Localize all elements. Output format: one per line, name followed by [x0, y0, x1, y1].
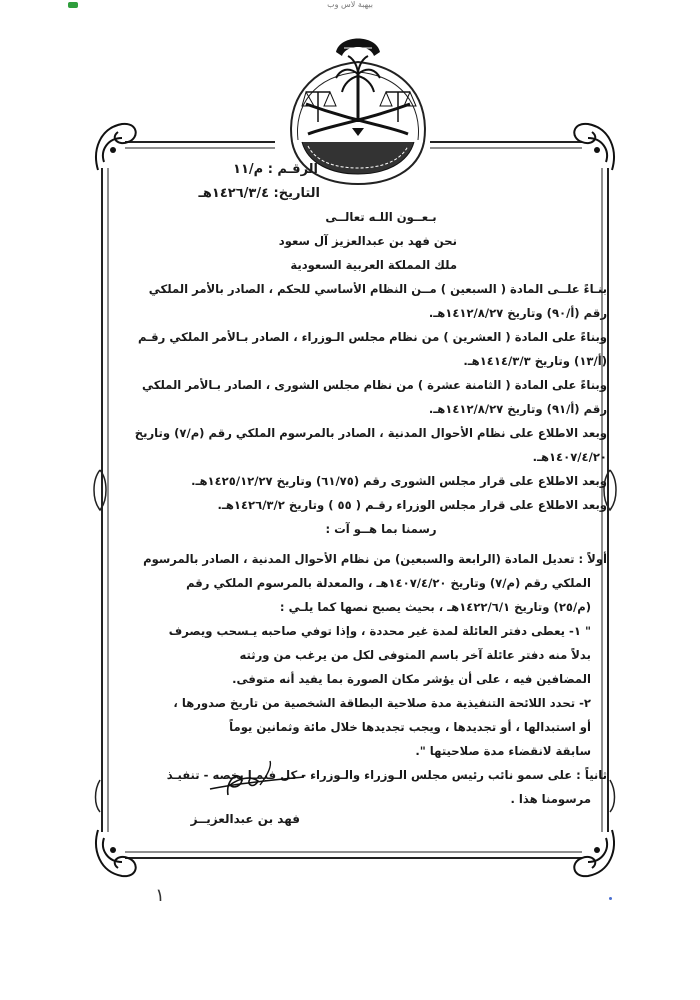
body-line: وبعد الاطلاع على نظام الأحوال المدنية ، الصادر بالمرسوم الملكي رقم (م/٧) وتاريخ	[134, 426, 607, 440]
quoted-clause: ٢- تحدد اللائحة التنفيذية مدة صلاحية البطاقة الشخصية من تاريخ صدورها ،	[173, 696, 591, 710]
opening-invocation: بـعــون اللـه تعالــى	[325, 210, 437, 224]
body-line: (أ/١٣) وتاريخ ١٤١٤/٣/٣هـ.	[463, 354, 607, 368]
quoted-clause: بدلاً منه دفتر عائلة آخر باسم المتوفى لكل من يرغب من ورثته	[239, 648, 591, 662]
quoted-clause: سابقة لانقضاء مدة صلاحيتها ".	[415, 744, 591, 758]
body-line: وبعد الاطلاع على قرار مجلس الشورى رقم (٦١/٧٥) وتاريخ ١٤٢٥/١٢/٢٧هـ.	[191, 474, 607, 488]
decree-body	[95, 205, 607, 811]
handwritten-signature	[200, 755, 310, 805]
body-line: بنـاءً علــى المادة ( السبعين ) مــن النظام الأساسي للحكم ، الصادر بالأمر الملكي	[148, 282, 607, 296]
issuer-name: نحن فهد بن عبدالعزيز آل سعود	[278, 234, 457, 248]
article-second: ثانياً : على سمو نائب رئيس مجلس الـوزراء والـوزراء - كل فيمـا يخصه - تنفيـذ	[166, 768, 607, 782]
body-line: وبعد الاطلاع على قرار مجلس الوزراء رقـم ( ٥٥ ) وتاريخ ١٤٢٦/٣/٢هـ.	[217, 498, 607, 512]
body-line: مرسومنا هذا .	[510, 792, 591, 806]
issuer-title: ملك المملكة العربية السعودية	[290, 258, 457, 272]
scan-dot	[609, 897, 612, 900]
body-line: ١٤٠٧/٤/٢٠هـ.	[532, 450, 607, 464]
quoted-clause: المضافين فيه ، على أن يؤشر مكان الصورة بما يفيد أنه متوفى.	[232, 672, 591, 686]
body-line: وبناءً على المادة ( العشرين ) من نظام مجلس الـوزراء ، الصادر بـالأمر الملكي رقـم	[138, 330, 607, 344]
body-line: الملكي رقم (م/٧) وتاريخ ١٤٠٧/٤/٢٠هـ ، والمعدلة بالمرسوم الملكي رقم	[186, 576, 591, 590]
page-number: ١	[155, 885, 165, 906]
body-line: وبناءً على المادة ( الثامنة عشرة ) من نظام مجلس الشورى ، الصادر بـالأمر الملكي	[141, 378, 607, 392]
body-line: (م/٢٥) وتاريخ ١٤٢٢/٦/١هـ ، بحيث يصبح نصها كما يلـي :	[279, 600, 591, 614]
quoted-clause: " ١- يعطى دفتر العائلة لمدة غير محددة ، وإذا توفي صاحبه يـسحب ويصرف	[168, 624, 591, 638]
reference-number: الرقـم : م/١١	[233, 162, 318, 177]
document-date: التاريخ: ١٤٢٦/٣/٤هـ	[198, 186, 320, 201]
body-line: رقم (أ/٩٠) وتاريخ ١٤١٢/٨/٢٧هـ.	[428, 306, 607, 320]
quoted-clause: أو استبدالها ، أو تجديدها ، ويجب تجديدها خلال مائة وثمانين يوماً	[229, 720, 591, 734]
body-line: رقم (أ/٩١) وتاريخ ١٤١٢/٨/٢٧هـ.	[428, 402, 607, 416]
article-first: أولاً : تعديل المادة (الرابعة والسبعين) من نظام الأحوال المدنية ، الصادر بالمرسوم	[143, 552, 607, 566]
scan-header-text: بيهبة لاس وب	[327, 0, 373, 9]
signer-name: فهد بن عبدالعزيــز	[190, 812, 300, 826]
decree-heading: رسمنا بما هــو آت :	[325, 522, 437, 536]
